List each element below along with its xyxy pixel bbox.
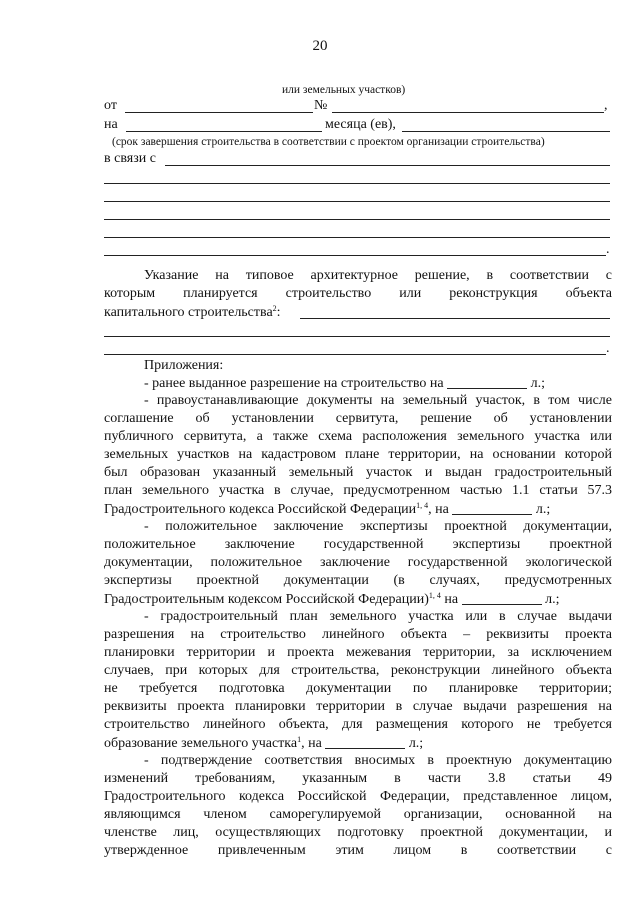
- attachment-item-5-line-5: [104, 825, 612, 841]
- reason-line-4[interactable]: [104, 219, 610, 220]
- typical-solution-line-field-2[interactable]: [104, 336, 610, 337]
- attachment-item-4-line-5-text: не требуется подготовка документации по планировке территории;: [104, 681, 612, 696]
- attachment-item-4-line-2: [104, 627, 612, 643]
- attachment-item-2-line-3-text: публичного сервитута, а также схема расположения земельного участка или: [104, 429, 612, 444]
- attachment-item-1-text: - ранее выданное разрешение на строительство на: [144, 376, 444, 391]
- typical-solution-line-3: [104, 304, 281, 322]
- footnote-ref-1-4: 1, 4: [416, 501, 429, 510]
- attachment-item-2-line-5: [104, 465, 612, 481]
- attachment-item-2-line-2-text: соглашение об установлении сервитута, решение об установлении: [104, 411, 612, 426]
- footnote-ref-1-4-b: 1, 4: [428, 591, 441, 600]
- months-label: месяца (ев),: [325, 117, 396, 132]
- attachment-item-4-line-1-text: - градостроительный план земельного участка или в случае выдачи: [144, 609, 612, 624]
- reason-line-5[interactable]: [104, 237, 610, 238]
- attachment-item-5-line-1: [144, 753, 612, 769]
- attachment-item-1: [144, 375, 545, 393]
- attachment-item-4-last: [104, 735, 423, 753]
- page-number: 20: [312, 38, 328, 54]
- date-field-line[interactable]: [125, 112, 313, 113]
- attachment-item-2-tail: л.;: [535, 502, 551, 517]
- header-tail: или земельных участков): [282, 84, 406, 96]
- reason-line-6[interactable]: [104, 255, 606, 256]
- footnote-ref-1: 1: [297, 735, 302, 744]
- attachment-item-3-line-3: [104, 555, 612, 571]
- reason-line-1[interactable]: [165, 165, 610, 166]
- attachment-item-5-line-4: [104, 807, 612, 823]
- attachment-item-3-line-4-text: экспертизы проектной документации (в случаях, предусмотренных: [104, 573, 612, 588]
- attachment-item-2-line-4: [104, 447, 612, 463]
- attachment-item-4-line-3-text: планировки территории и проекта межевания территории, за исключением: [104, 645, 612, 660]
- attachment-item-4-line-1: [144, 609, 612, 625]
- reason-line-2[interactable]: [104, 183, 610, 184]
- attachments-title: Приложения:: [144, 358, 224, 373]
- typical-solution-line-1: [144, 268, 612, 284]
- attachment-item-2-pages-field[interactable]: [452, 502, 532, 515]
- attachment-item-2-line-2: [104, 411, 612, 427]
- attachment-item-3-tail: л.;: [545, 592, 560, 607]
- row-na-label: на: [104, 117, 118, 132]
- reason-period: .: [606, 242, 610, 257]
- attachment-item-3-line-1: [144, 519, 612, 535]
- typical-solution-line-2-text: которым планируется строительство или реконструкция объекта: [104, 286, 612, 301]
- attachment-item-5-line-3-text: Градостроительного кодекса Российской Федерации, представленное лицом,: [104, 789, 612, 804]
- attachment-item-4-line-2-text: разрешения на строительство линейного объекта – реквизиты проекта: [104, 627, 612, 642]
- attachment-item-5-line-3: [104, 789, 612, 805]
- months-extra-line[interactable]: [402, 131, 610, 132]
- typical-solution-line-field-1[interactable]: [300, 318, 610, 319]
- attachment-item-2-last-text: Градостроительного кодекса Российской Федерации: [104, 502, 417, 517]
- attachment-item-3-line-3-text: документации, положительное заключение государственной экологической: [104, 555, 612, 570]
- attachment-item-4-line-6: [104, 699, 612, 715]
- attachment-item-4-line-6-text: реквизиты проекта планировки территории в случае выдачи разрешения на: [104, 699, 612, 714]
- attachment-item-5-line-6: [104, 843, 612, 859]
- footnote-ref-2: 2: [272, 304, 277, 313]
- reason-line-3[interactable]: [104, 201, 610, 202]
- attachment-item-3-line-4: [104, 573, 612, 589]
- attachment-item-2-line-4-text: земельных участков на кадастровом плане территории, на основании которой: [104, 447, 612, 462]
- typical-solution-line-2: [104, 286, 612, 302]
- number-field-line[interactable]: [332, 112, 604, 113]
- attachment-item-4-line-7: [104, 717, 612, 733]
- attachment-item-5-line-1-text: - подтверждение соответствия вносимых в проектную документацию: [144, 753, 612, 768]
- typical-solution-line-field-3[interactable]: [104, 354, 606, 355]
- attachment-item-2-line-5-text: был образован указанный земельный участок и выдан градостроительный: [104, 465, 612, 480]
- attachment-item-3-line-2-text: положительное заключение государственной экспертизы проектной: [104, 537, 612, 552]
- attachment-item-1-tail: л.;: [530, 376, 546, 391]
- attachment-item-2-last: [104, 501, 550, 519]
- row-ot-label: от: [104, 98, 117, 113]
- attachment-item-3-line-2: [104, 537, 612, 553]
- attachment-item-4-line-4: [104, 663, 612, 679]
- attachment-item-2-na: , на: [428, 502, 449, 517]
- attachment-item-5-line-6-text: утвержденное привлеченным этим лицом в соответствии с: [104, 843, 612, 858]
- attachment-item-2-line-1-text: - правоустанавливающие документы на земельный участок, в том числе: [144, 393, 612, 408]
- attachment-item-2-line-1: [144, 393, 612, 409]
- attachment-item-4-line-3: [104, 645, 612, 661]
- attachment-item-5-line-2: [104, 771, 612, 787]
- attachment-item-3-line-1-text: - положительное заключение экспертизы проектной документации,: [144, 519, 612, 534]
- attachment-item-1-pages-field[interactable]: [447, 376, 527, 389]
- attachment-item-4-line-5: [104, 681, 612, 697]
- number-sign: №: [314, 98, 328, 113]
- attachment-item-4-line-4-text: случаев, при которых для строительства, реконструкции линейного объекта: [104, 663, 612, 678]
- attachment-item-2-line-6-text: план земельного участка в случае, предусмотренном частью 1.1 статьи 57.3: [104, 483, 612, 498]
- months-field-line[interactable]: [126, 131, 322, 132]
- row-ot-comma: ,: [604, 98, 608, 113]
- attachment-item-3-last-text: Градостроительным кодексом Российской Федерации): [104, 592, 429, 607]
- attachment-item-2-line-6: [104, 483, 612, 499]
- attachment-item-3-pages-field[interactable]: [462, 592, 542, 605]
- attachment-item-4-na: , на: [301, 736, 322, 751]
- deadline-caption: (срок завершения строительства в соответствии с проектом организации строительства): [112, 136, 545, 148]
- attachment-item-2-line-3: [104, 429, 612, 445]
- attachment-item-3-last: [104, 591, 560, 609]
- attachment-item-3-na: на: [444, 592, 459, 607]
- attachment-item-5-line-2-text: изменений требованиям, указанным в части 3.8 статьи 49: [104, 771, 612, 786]
- typical-solution-period: .: [606, 341, 610, 356]
- attachment-item-4-pages-field[interactable]: [325, 736, 405, 749]
- typical-solution-line-1-text: Указание на типовое архитектурное решение, в соответствии с: [144, 268, 612, 283]
- attachment-item-4-tail: л.;: [408, 736, 424, 751]
- reason-label: в связи с: [104, 151, 156, 166]
- typical-solution-colon: :: [276, 305, 281, 320]
- attachment-item-4-line-7-text: строительство линейного объекта, для размещения которого не требуется: [104, 717, 612, 732]
- attachment-item-4-last-text: образование земельного участка: [104, 736, 298, 751]
- typical-solution-line-3-text: капитального строительства: [104, 305, 273, 320]
- attachment-item-5-line-5-text: членстве лиц, осуществляющих подготовку проектной документации, и: [104, 825, 612, 840]
- attachment-item-5-line-4-text: являющимся членом саморегулируемой организации, основанной на: [104, 807, 612, 822]
